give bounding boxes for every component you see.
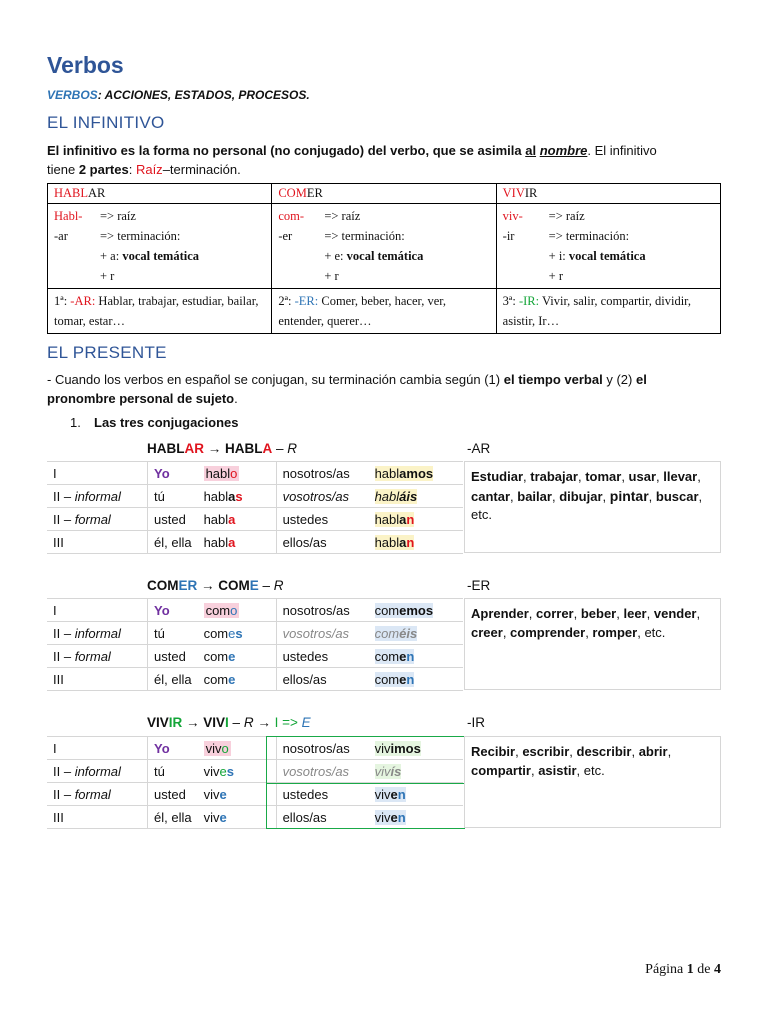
p2d: Raíz [135, 162, 163, 177]
inf-parts-ir: viv- => raíz -ir => terminación: + i: vocal temática + r [496, 204, 720, 289]
inf-examples-ar: 1ª: -AR: Hablar, trabajar, estudiar, bailar, tomar, estar… [48, 289, 272, 334]
inf-head-ar: HABLAR [48, 184, 272, 204]
inf-parts-ar: Habl- => raíz -ar => terminación: + a: vocal temática + r [48, 204, 272, 289]
p2b: 2 partes [78, 162, 129, 177]
er-label: -ER [467, 578, 491, 593]
ar-label: -AR [467, 441, 491, 456]
infinitive-table [47, 183, 721, 334]
p-end: . El infinitivo [587, 143, 657, 158]
presente-paragraph: - Cuando los verbos en español se conjugan, su terminación cambia según (1) el tiempo verbal y (2) el pronombre personal de sujeto. [47, 372, 647, 406]
inf-head-ir: VIVIR [496, 184, 720, 204]
p-nombre: nombre [539, 143, 588, 158]
table-row: II – formal usted habla ustedes hablan [47, 508, 463, 531]
ir-highlight-box-top [266, 736, 465, 784]
table-row: II – formal usted vive ustedes viven [47, 783, 463, 806]
subtitle [47, 88, 310, 102]
subtitle-rest: : ACCIONES, ESTADOS, PROCESOS. [97, 88, 310, 102]
heading-presente: EL PRESENTE [47, 343, 167, 362]
ar-examples: Estudiar, trabajar, tomar, usar, llevar, cantar, bailar, dibujar, pintar, buscar, etc. [464, 461, 721, 553]
table-row: I Yo como nosotros/as comemos [47, 599, 463, 622]
table-row: I Yo vivo nosotros/as vivimos [47, 737, 463, 760]
inf-examples-ir: 3ª: -IR: Vivir, salir, compartir, dividir, asistir, Ir… [496, 289, 720, 334]
table-row: II – formal usted come ustedes comen [47, 645, 463, 668]
inf-head-er: COMER [272, 184, 496, 204]
p2a: tiene [47, 162, 76, 177]
page-footer: Página 1 de 4 [645, 962, 721, 977]
table-row: III él, ella habla ellos/as hablan [47, 531, 463, 554]
ir-caption: VIVIR → VIVI – R → I => E [147, 715, 311, 730]
inf-examples-er: 2ª: -ER: Comer, beber, hacer, ver, entender, querer… [272, 289, 496, 334]
page-title: Verbos [47, 52, 124, 78]
table-row: III él, ella vive ellos/as viven [47, 806, 463, 829]
p-text: El infinitivo es la forma no personal (no conjugado) del verbo, que se asimila [47, 143, 522, 158]
ir-highlight-box-bottom [266, 782, 465, 829]
table-row: II – informal tú vives vosotros/as vivís [47, 760, 463, 783]
er-table [47, 598, 463, 691]
inf-parts-er: com- => raíz -er => terminación: + e: vocal temática + r [272, 204, 496, 289]
table-row: II – informal tú hablas vosotros/as habláis [47, 485, 463, 508]
p-al: al [525, 143, 537, 158]
table-row: II – informal tú comes vosotros/as coméis [47, 622, 463, 645]
table-row: I Yo hablo nosotros/as hablamos [47, 462, 463, 485]
er-caption: COMER → COME – R [147, 578, 284, 593]
p2c: : [128, 162, 133, 177]
ir-label: -IR [467, 715, 485, 730]
ir-examples: Recibir, escribir, describir, abrir, compartir, asistir, etc. [464, 736, 721, 828]
heading-infinitivo: EL INFINITIVO [47, 113, 165, 132]
er-examples: Aprender, correr, beber, leer, vender, creer, comprender, romper, etc. [464, 598, 721, 690]
ar-caption: HABLAR → HABLA – R [147, 441, 298, 456]
p2e: –terminación. [162, 162, 241, 177]
subtitle-lead: VERBOS [47, 88, 98, 102]
ar-table [47, 461, 463, 554]
table-row: III él, ella come ellos/as comen [47, 668, 463, 691]
infinitivo-paragraph [47, 141, 727, 179]
list-item-conjugaciones: 1. Las tres conjugaciones [70, 415, 239, 430]
